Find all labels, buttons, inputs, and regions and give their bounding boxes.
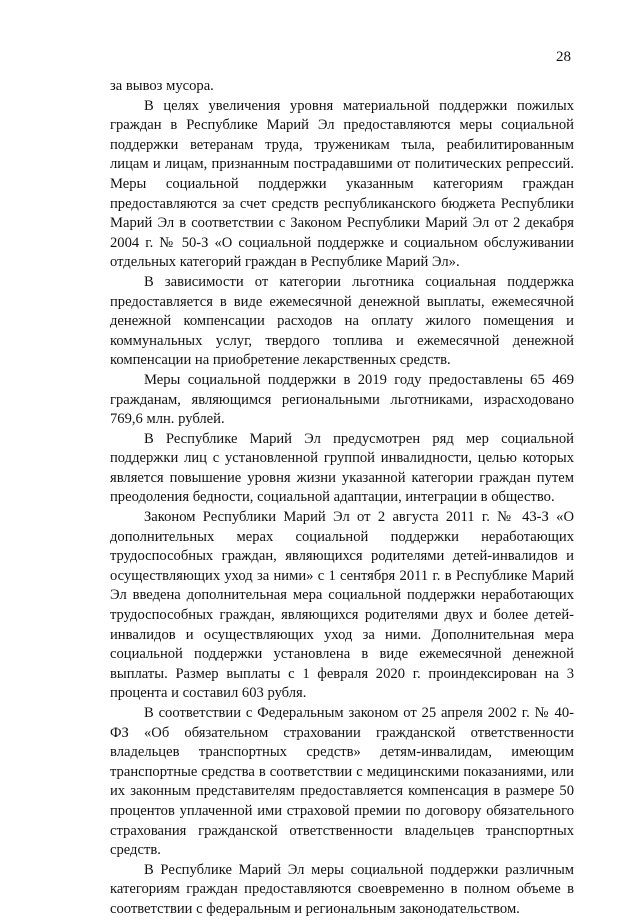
page-number: 28 bbox=[556, 49, 571, 65]
paragraph-4: Меры социальной поддержки в 2019 году предоставлены 65 469 гражданам, являющимся региональными льготниками, израсходовано 769,6 млн. рублей. bbox=[110, 371, 574, 428]
paragraph-6: Законом Республики Марий Эл от 2 августа 2011 г. № 43-З «О дополнительных мерах социальной поддержки неработающих трудоспособных граждан, являющихся родителями детей-инвалидов и осуществляющих уход за ними» с 1 сентября 2011 г. в Республике Марий Эл введена дополнительная мера социальной поддержки неработающих трудоспособных граждан, являющихся родителями двух и более детей-инвалидов и осуществляющих уход за ними. Дополнительная мера социальной поддержки установлена в виде ежемесячной денежной выплаты. Размер выплаты с 1 февраля 2020 г. проиндексирован на 3 процента и составил 603 рубля. bbox=[110, 509, 574, 702]
paragraph-7: В соответствии с Федеральным законом от 25 апреля 2002 г. № 40-ФЗ «Об обязательном страховании гражданской ответственности владельцев транспортных средств» детям-инвалидам, имеющим транспортные средства в соответствии с медицинскими показаниями, или их законным представителям предоставляется компенсация в размере 50 процентов уплаченной ими страховой премии по договору обязательного страхования гражданской ответственности владельцев транспортных средств. bbox=[110, 705, 574, 859]
paragraph-5: В Республике Марий Эл предусмотрен ряд мер социальной поддержки лиц с установленной группой инвалидности, целью которых является повышение уровня жизни указанной категории граждан путем преодоления бедности, социальной адаптации, интеграции в общество. bbox=[110, 430, 574, 506]
paragraph-3: В зависимости от категории льготника социальная поддержка предоставляется в виде ежемесячной денежной выплаты, ежемесячной денежной компенсации расходов на оплату жилого помещения и коммунальных услуг, твердого топлива и ежемесячной денежной компенсации на приобретение лекарственных средств. bbox=[110, 273, 574, 369]
paragraph-1: за вывоз мусора. bbox=[110, 78, 214, 94]
document-body bbox=[110, 77, 574, 920]
paragraph-8: В Республике Марий Эл меры социальной поддержки различным категориям граждан предоставляются своевременно в полном объеме в соответствии с федеральным и региональным законодательством. bbox=[110, 861, 574, 917]
paragraph-2: В целях увеличения уровня материальной поддержки пожилых граждан в Республике Марий Эл предоставляются меры социальной поддержки ветеранам труда, труженикам тыла, реабилитированным лицам и лицам, признанным пострадавшими от политических репрессий. Меры социальной поддержки указанным категориям граждан предоставляются за счет средств республиканского бюджета Республики Марий Эл в соответствии с Законом Республики Марий Эл от 2 декабря 2004 г. № 50-З «О социальной поддержке и социальном обслуживании отдельных категорий граждан в Республике Марий Эл». bbox=[110, 97, 574, 271]
